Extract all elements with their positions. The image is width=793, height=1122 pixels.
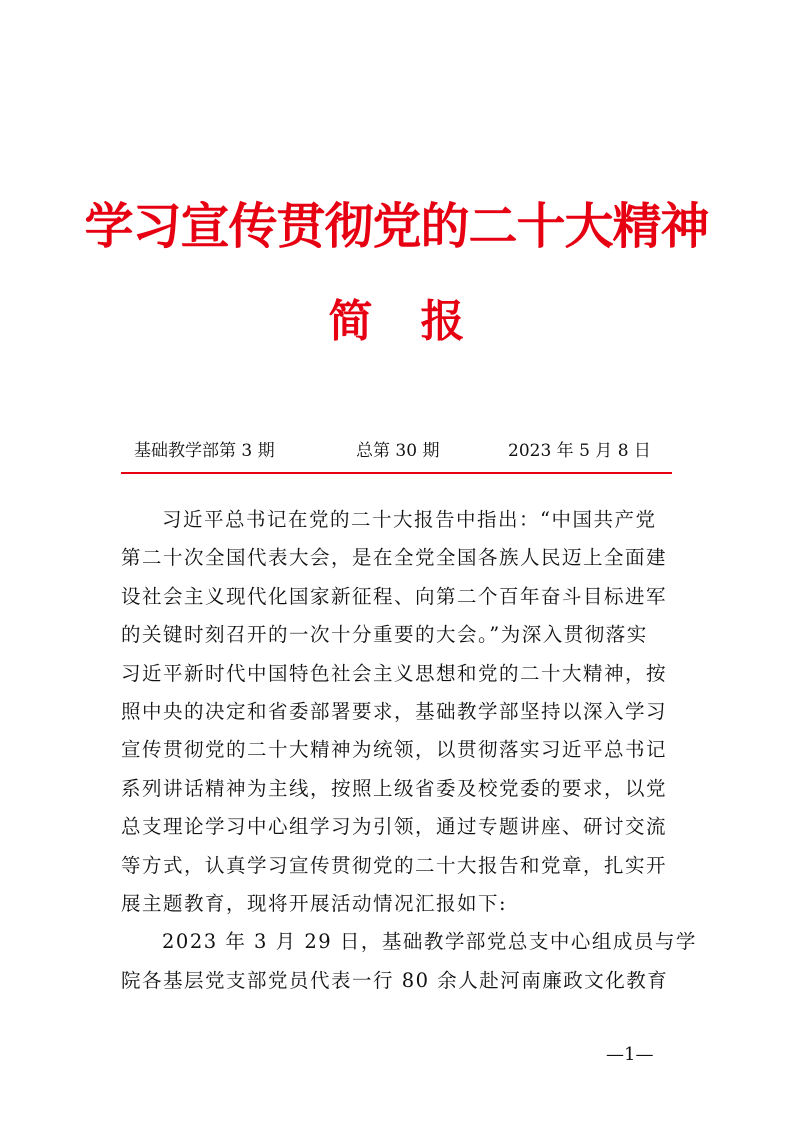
- red-divider-rule: [121, 472, 672, 474]
- body-line: 的关键时刻召开的一次十分重要的大会。”为深入贯彻落实: [121, 623, 648, 647]
- body-line: 系列讲话精神为主线，按照上级省委及校党委的要求，以党: [121, 776, 668, 800]
- page-number: —1—: [606, 1044, 654, 1065]
- issue-date: 2023 年 5 月 8 日: [508, 441, 651, 461]
- body-line: 照中央的决定和省委部署要求，基础教学部坚持以深入学习: [121, 699, 668, 723]
- issue-info-line: [134, 436, 674, 466]
- body-line: 第二十次全国代表大会，是在全党全国各族人民迈上全面建: [121, 546, 668, 570]
- subtitle-char-jian: 简: [328, 296, 373, 347]
- body-line: 设社会主义现代化国家新征程、向第二个百年奋斗目标进军: [121, 584, 668, 608]
- body-line: 院各基层党支部党员代表一行 80 余人赴河南廉政文化教育: [121, 968, 669, 992]
- body-text: [121, 501, 697, 1000]
- bulletin-title: 学习宣传贯彻党的二十大精神: [84, 197, 709, 255]
- body-line: 宣传贯彻党的二十大精神为统领，以贯彻落实习近平总书记: [121, 738, 668, 762]
- body-line: 2023 年 3 月 29 日，基础教学部党总支中心组成员与学: [162, 930, 697, 954]
- body-line: 习近平总书记在党的二十大报告中指出：“中国共产党: [162, 508, 657, 531]
- department-issue: 基础教学部第 3 期: [134, 441, 275, 461]
- body-line: 等方式，认真学习宣传贯彻党的二十大报告和党章，扎实开: [121, 853, 668, 877]
- subtitle-char-bao: 报: [420, 296, 465, 347]
- body-line: 习近平新时代中国特色社会主义思想和党的二十大精神，按: [121, 661, 668, 685]
- total-issue: 总第 30 期: [356, 441, 440, 461]
- bulletin-subtitle: [0, 290, 793, 354]
- body-line: 展主题教育，现将开展活动情况汇报如下:: [121, 891, 508, 915]
- body-line: 总支理论学习中心组学习为引领，通过专题讲座、研讨交流: [121, 815, 668, 839]
